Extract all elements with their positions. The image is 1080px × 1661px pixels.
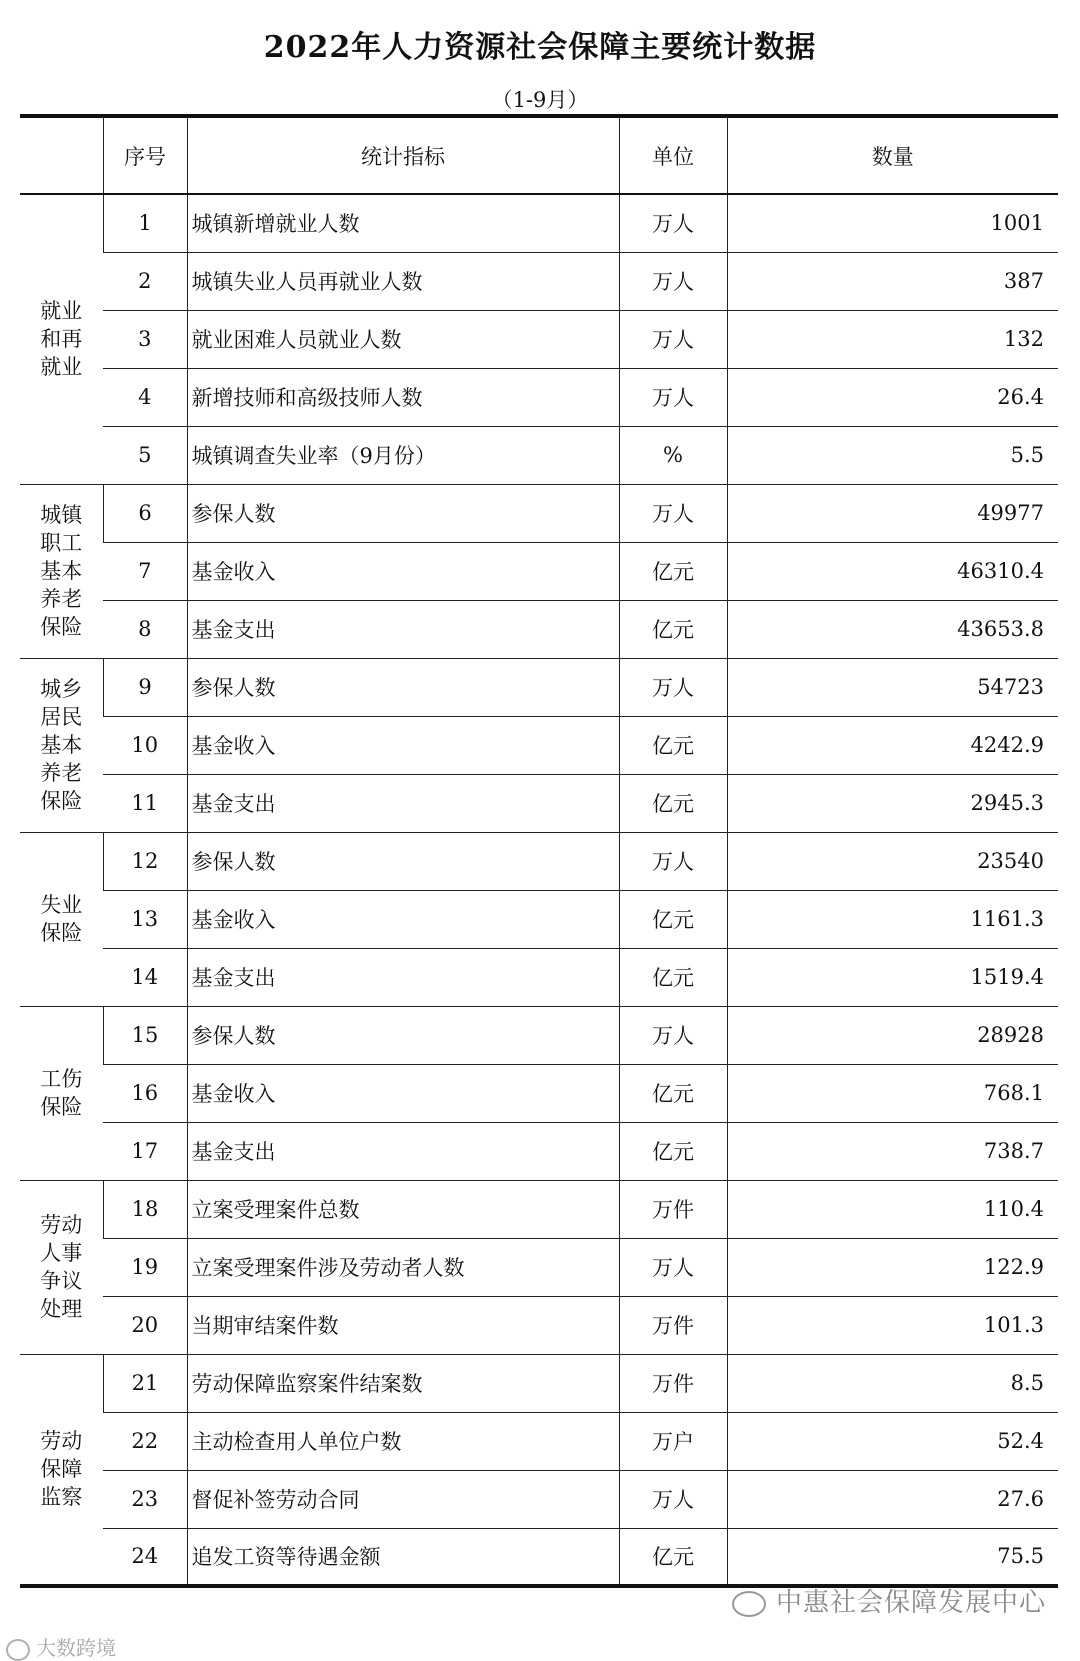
row-unit: 亿元 <box>619 1064 727 1122</box>
category-cell <box>20 1006 103 1180</box>
row-indicator: 基金收入 <box>187 716 619 774</box>
row-quantity: 28928 <box>727 1006 1058 1064</box>
row-no: 17 <box>103 1122 187 1180</box>
category-label: 城镇职工基本养老保险 <box>40 503 83 639</box>
row-no: 7 <box>103 542 187 600</box>
category-cell <box>20 194 103 484</box>
row-indicator: 基金支出 <box>187 774 619 832</box>
page-title: 2022年人力资源社会保障主要统计数据 <box>263 30 817 65</box>
row-unit: 万人 <box>619 368 727 426</box>
table-header-row <box>20 116 1058 194</box>
category-cell <box>20 658 103 832</box>
table-row <box>20 832 1058 890</box>
row-quantity: 75.5 <box>727 1528 1058 1586</box>
row-unit: 万件 <box>619 1180 727 1238</box>
table-row <box>20 1528 1058 1586</box>
row-no: 16 <box>103 1064 187 1122</box>
row-unit: 万件 <box>619 1296 727 1354</box>
row-unit: 万人 <box>619 658 727 716</box>
row-quantity: 132 <box>727 310 1058 368</box>
row-quantity: 27.6 <box>727 1470 1058 1528</box>
table-row <box>20 890 1058 948</box>
row-indicator: 基金支出 <box>187 1122 619 1180</box>
table-row <box>20 774 1058 832</box>
logo-icon <box>6 1639 30 1661</box>
row-no: 23 <box>103 1470 187 1528</box>
category-cell <box>20 1354 103 1586</box>
table-row <box>20 426 1058 484</box>
row-no: 11 <box>103 774 187 832</box>
category-cell <box>20 832 103 1006</box>
row-unit: 亿元 <box>619 948 727 1006</box>
row-quantity: 738.7 <box>727 1122 1058 1180</box>
row-unit: 万户 <box>619 1412 727 1470</box>
row-unit: 万人 <box>619 484 727 542</box>
header-indicator: 统计指标 <box>187 116 619 194</box>
row-indicator: 追发工资等待遇金额 <box>187 1528 619 1586</box>
row-unit: 万人 <box>619 1006 727 1064</box>
row-unit: 万人 <box>619 832 727 890</box>
row-indicator: 基金收入 <box>187 542 619 600</box>
row-indicator: 立案受理案件总数 <box>187 1180 619 1238</box>
row-indicator: 城镇调查失业率（9月份） <box>187 426 619 484</box>
row-quantity: 101.3 <box>727 1296 1058 1354</box>
row-indicator: 基金收入 <box>187 1064 619 1122</box>
row-quantity: 43653.8 <box>727 600 1058 658</box>
table-row <box>20 1180 1058 1238</box>
row-unit: 亿元 <box>619 542 727 600</box>
row-no: 24 <box>103 1528 187 1586</box>
watermark-left <box>6 1632 116 1661</box>
row-unit: 亿元 <box>619 1528 727 1586</box>
row-no: 12 <box>103 832 187 890</box>
header-no: 序号 <box>103 116 187 194</box>
row-indicator: 当期审结案件数 <box>187 1296 619 1354</box>
row-quantity: 768.1 <box>727 1064 1058 1122</box>
table-row <box>20 600 1058 658</box>
table-row <box>20 310 1058 368</box>
row-no: 3 <box>103 310 187 368</box>
category-label: 城乡居民基本养老保险 <box>40 677 83 813</box>
table-row <box>20 716 1058 774</box>
row-unit: 亿元 <box>619 600 727 658</box>
header-quantity: 数量 <box>727 116 1058 194</box>
row-unit: 万件 <box>619 1354 727 1412</box>
row-indicator: 主动检查用人单位户数 <box>187 1412 619 1470</box>
row-unit: 万人 <box>619 1238 727 1296</box>
table-row <box>20 484 1058 542</box>
table-row <box>20 368 1058 426</box>
row-unit: 亿元 <box>619 774 727 832</box>
row-indicator: 城镇新增就业人数 <box>187 194 619 252</box>
row-indicator: 新增技师和高级技师人数 <box>187 368 619 426</box>
table-row <box>20 1354 1058 1412</box>
table-row <box>20 194 1058 252</box>
row-quantity: 122.9 <box>727 1238 1058 1296</box>
row-indicator: 就业困难人员就业人数 <box>187 310 619 368</box>
row-quantity: 1161.3 <box>727 890 1058 948</box>
row-no: 9 <box>103 658 187 716</box>
table-row <box>20 1296 1058 1354</box>
row-indicator: 劳动保障监察案件结案数 <box>187 1354 619 1412</box>
page-subtitle: （1-9月） <box>491 88 589 112</box>
row-quantity: 49977 <box>727 484 1058 542</box>
row-indicator: 参保人数 <box>187 1006 619 1064</box>
row-quantity: 46310.4 <box>727 542 1058 600</box>
watermark-right <box>732 1582 1046 1619</box>
table-row <box>20 252 1058 310</box>
row-indicator: 参保人数 <box>187 658 619 716</box>
row-indicator: 基金支出 <box>187 948 619 1006</box>
table-row <box>20 1412 1058 1470</box>
row-indicator: 参保人数 <box>187 832 619 890</box>
row-no: 22 <box>103 1412 187 1470</box>
row-quantity: 2945.3 <box>727 774 1058 832</box>
table-row <box>20 948 1058 1006</box>
statistics-table <box>20 114 1058 1588</box>
header-unit: 单位 <box>619 116 727 194</box>
row-unit: 亿元 <box>619 716 727 774</box>
row-quantity: 4242.9 <box>727 716 1058 774</box>
row-no: 18 <box>103 1180 187 1238</box>
category-label: 工伤保险 <box>40 1067 83 1119</box>
row-unit: 万人 <box>619 310 727 368</box>
category-cell <box>20 1180 103 1354</box>
table-body <box>20 194 1058 1586</box>
table-row <box>20 1238 1058 1296</box>
row-unit: 万人 <box>619 1470 727 1528</box>
row-no: 5 <box>103 426 187 484</box>
watermark-right-text: 中惠社会保障发展中心 <box>775 1588 1046 1618</box>
row-unit: 万人 <box>619 194 727 252</box>
category-label: 就业和再就业 <box>40 299 83 380</box>
row-quantity: 110.4 <box>727 1180 1058 1238</box>
table-row <box>20 1064 1058 1122</box>
row-no: 21 <box>103 1354 187 1412</box>
category-label: 失业保险 <box>40 893 83 945</box>
row-indicator: 基金收入 <box>187 890 619 948</box>
row-quantity: 26.4 <box>727 368 1058 426</box>
row-indicator: 基金支出 <box>187 600 619 658</box>
row-indicator: 督促补签劳动合同 <box>187 1470 619 1528</box>
row-indicator: 立案受理案件涉及劳动者人数 <box>187 1238 619 1296</box>
row-unit: % <box>619 426 727 484</box>
table-row <box>20 658 1058 716</box>
table-row <box>20 1006 1058 1064</box>
row-no: 20 <box>103 1296 187 1354</box>
watermark-left-text: 大数跨境 <box>36 1636 116 1660</box>
row-quantity: 54723 <box>727 658 1058 716</box>
category-cell <box>20 484 103 658</box>
wechat-icon <box>732 1591 766 1617</box>
table-row <box>20 1122 1058 1180</box>
table-row <box>20 542 1058 600</box>
category-label: 劳动保障监察 <box>40 1429 83 1510</box>
row-quantity: 8.5 <box>727 1354 1058 1412</box>
row-no: 10 <box>103 716 187 774</box>
row-no: 1 <box>103 194 187 252</box>
row-quantity: 52.4 <box>727 1412 1058 1470</box>
row-unit: 亿元 <box>619 890 727 948</box>
row-quantity: 1001 <box>727 194 1058 252</box>
row-no: 8 <box>103 600 187 658</box>
row-quantity: 387 <box>727 252 1058 310</box>
header-category <box>20 116 103 194</box>
row-no: 15 <box>103 1006 187 1064</box>
row-quantity: 23540 <box>727 832 1058 890</box>
row-unit: 万人 <box>619 252 727 310</box>
row-quantity: 5.5 <box>727 426 1058 484</box>
category-label: 劳动人事争议处理 <box>40 1213 83 1321</box>
row-no: 14 <box>103 948 187 1006</box>
row-quantity: 1519.4 <box>727 948 1058 1006</box>
row-indicator: 参保人数 <box>187 484 619 542</box>
row-indicator: 城镇失业人员再就业人数 <box>187 252 619 310</box>
row-no: 2 <box>103 252 187 310</box>
table-row <box>20 1470 1058 1528</box>
row-no: 6 <box>103 484 187 542</box>
row-no: 4 <box>103 368 187 426</box>
row-unit: 亿元 <box>619 1122 727 1180</box>
row-no: 13 <box>103 890 187 948</box>
row-no: 19 <box>103 1238 187 1296</box>
